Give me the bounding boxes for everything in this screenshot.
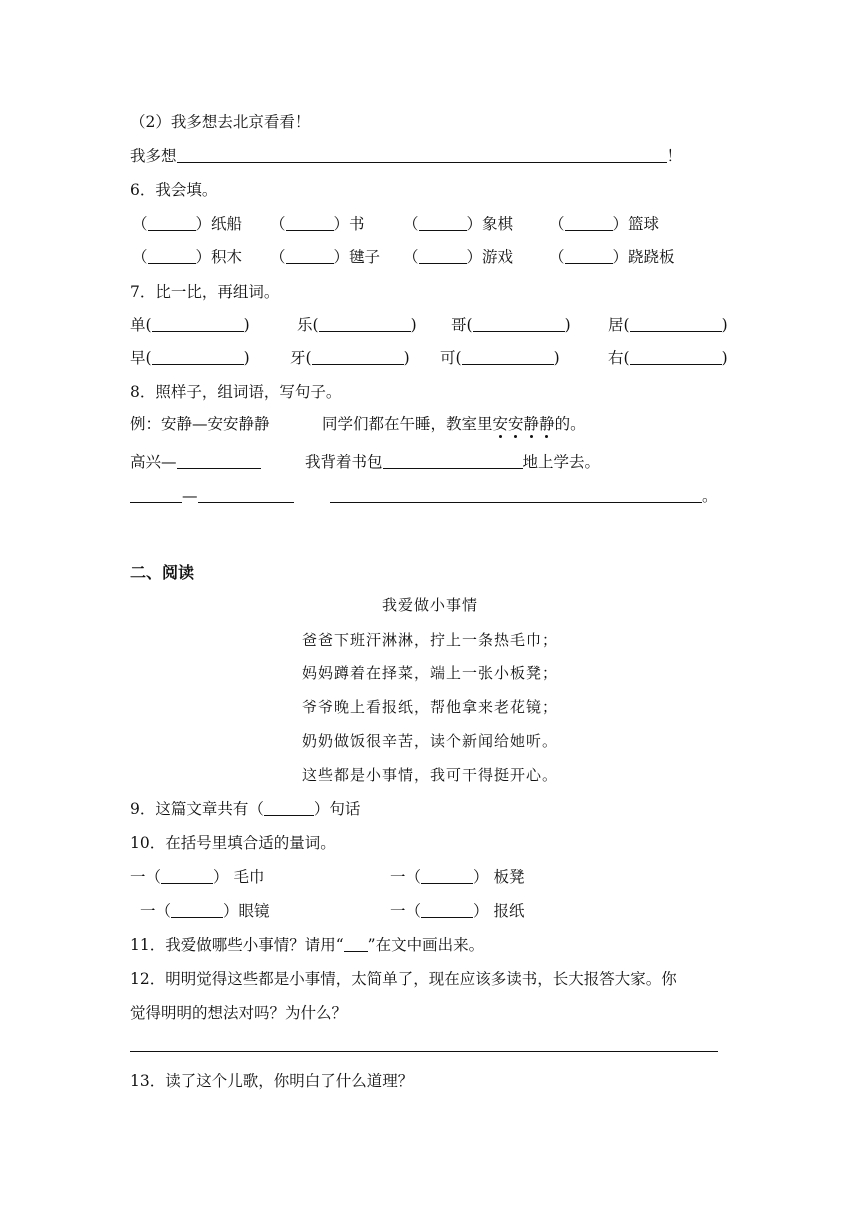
q8-period: 。 xyxy=(702,487,718,505)
q12-line2: 觉得明明的想法对吗？为什么？ xyxy=(130,1004,348,1022)
q10-noun: 毛巾 xyxy=(233,868,265,886)
q6-blank[interactable] xyxy=(148,247,196,264)
q8-dash: — xyxy=(182,487,198,505)
q6-word: 纸船 xyxy=(211,215,243,233)
q7-blank[interactable] xyxy=(630,315,722,332)
q7-r1-c1: 单( ) xyxy=(130,316,250,334)
q10-item xyxy=(390,867,524,887)
q9-post: ）句话 xyxy=(313,800,361,818)
emphasis-dot-char: 安 xyxy=(508,415,524,433)
q6-r2-c1: （ ）积木 xyxy=(132,248,243,266)
q6-r1-c4: （ ）篮球 xyxy=(549,215,660,233)
q6-blank[interactable] xyxy=(565,247,613,264)
q6-blank[interactable] xyxy=(419,247,467,264)
q8-own-word xyxy=(130,486,294,506)
q10-prefix: 一（ xyxy=(140,902,172,920)
q12-line1: 12．明明觉得这些都是小事情，太简单了，现在应该多读书，长大报答大家。你 xyxy=(130,970,677,988)
q7-char: 可 xyxy=(440,349,456,367)
section-heading: 二、阅读 xyxy=(130,563,195,582)
q10-blank[interactable] xyxy=(171,901,223,918)
q11-post: ”在文中画出来。 xyxy=(367,936,485,954)
q6-word: 象棋 xyxy=(482,215,514,233)
q6-word: 毽子 xyxy=(349,248,381,266)
q8-word-blank[interactable] xyxy=(177,452,261,469)
q7-char: 右 xyxy=(608,349,624,367)
q8-fill-pre: 我背着书包 xyxy=(305,453,383,471)
q10-noun: 眼镜 xyxy=(238,902,270,920)
q7-r2-c2: 牙( ) xyxy=(290,349,410,367)
emphasis-dot-char: 静 xyxy=(539,415,555,433)
q10-prefix: 一（ xyxy=(390,902,422,920)
q10-prefix: 一（ xyxy=(390,868,422,886)
q6-r1-c2: （ ）书 xyxy=(270,215,365,233)
q6-r2-c4: （ ）跷跷板 xyxy=(549,248,675,266)
poem-title: 我爱做小事情 xyxy=(381,596,478,614)
q7-blank[interactable] xyxy=(152,315,244,332)
q6-blank[interactable] xyxy=(565,214,613,231)
q10-close: ） xyxy=(473,902,489,920)
q10-blank[interactable] xyxy=(421,867,473,884)
q6-word: 书 xyxy=(349,215,365,233)
q8-sentence-blank[interactable] xyxy=(383,452,523,469)
q8-example-label: 例：安静—安安静静 xyxy=(130,415,270,433)
q6-word: 跷跷板 xyxy=(628,248,675,266)
q5-2-blank[interactable] xyxy=(177,146,667,163)
q6-word: 篮球 xyxy=(628,215,660,233)
poem-line: 这些都是小事情，我可干得挺开心。 xyxy=(301,766,558,784)
q10-noun: 板凳 xyxy=(493,868,525,886)
poem-line: 奶奶做饭很辛苦，读个新闻给她听。 xyxy=(301,732,558,750)
q10-prefix: 一（ xyxy=(130,868,162,886)
q11 xyxy=(130,935,484,955)
q7-char: 牙 xyxy=(290,349,306,367)
q8-own-sentence-blank[interactable] xyxy=(330,486,702,503)
q10-noun: 报纸 xyxy=(493,902,525,920)
q7-r1-c4: 居( ) xyxy=(608,316,728,334)
q7-char: 居 xyxy=(608,316,624,334)
q8-fill-word-label: 高兴— xyxy=(130,453,177,471)
q8-fill-word xyxy=(130,452,261,472)
q8-example-post: 的。 xyxy=(554,415,586,433)
q8-fill-post: 地上学去。 xyxy=(522,453,601,471)
q7-char: 早 xyxy=(130,349,146,367)
q6-word: 积木 xyxy=(211,248,243,266)
q7-char: 乐 xyxy=(297,316,313,334)
q5-2-prefix: 我多想 xyxy=(130,147,177,165)
q6-title: 6．我会填。 xyxy=(130,181,218,199)
q6-blank[interactable] xyxy=(286,247,334,264)
q6-blank[interactable] xyxy=(148,214,196,231)
q6-r2-c2: （ ）毽子 xyxy=(270,248,381,266)
q7-char: 单 xyxy=(130,316,146,334)
q10-item xyxy=(140,901,270,921)
q6-r1-c1: （ ）纸船 xyxy=(132,215,243,233)
underline-sample xyxy=(344,935,368,952)
q5-2-suffix: ！ xyxy=(666,147,683,165)
q10-blank[interactable] xyxy=(421,901,473,918)
q8-own-blank-b[interactable] xyxy=(198,486,294,503)
q10-close: ） xyxy=(223,902,239,920)
q5-2-answer-line xyxy=(130,146,682,166)
q7-r2-c3: 可( ) xyxy=(440,349,560,367)
q13: 13．读了这个儿歌，你明白了什么道理？ xyxy=(130,1072,414,1090)
poem-line: 爷爷晚上看报纸，帮他拿来老花镜； xyxy=(301,698,558,716)
q7-r2-c1: 早( ) xyxy=(130,349,250,367)
poem-line: 妈妈蹲着在择菜，端上一张小板凳； xyxy=(301,664,558,682)
q10-item xyxy=(130,867,264,887)
q10-close: ） xyxy=(213,868,229,886)
q7-char: 哥 xyxy=(451,316,467,334)
q9 xyxy=(130,799,360,819)
q10-blank[interactable] xyxy=(161,867,213,884)
q10-close: ） xyxy=(473,868,489,886)
q8-fill-sentence xyxy=(305,452,600,472)
q10-title: 10．在括号里填合适的量词。 xyxy=(130,834,336,852)
q8-own-sentence xyxy=(330,486,718,506)
q7-blank[interactable] xyxy=(312,348,404,365)
q9-blank[interactable] xyxy=(264,799,314,816)
q8-example-pre: 同学们都在午睡，教室里 xyxy=(322,415,493,433)
emphasis-dot-char: 安 xyxy=(492,415,509,433)
emphasis-dot-char: 静 xyxy=(523,415,540,433)
q6-blank[interactable] xyxy=(419,214,467,231)
q9-pre: 9．这篇文章共有（ xyxy=(130,800,264,818)
q10-item xyxy=(390,901,524,921)
q6-word: 游戏 xyxy=(482,248,514,266)
q7-blank[interactable] xyxy=(473,315,565,332)
q7-r1-c2: 乐( ) xyxy=(297,316,417,334)
q7-r2-c4: 右( ) xyxy=(608,349,728,367)
q7-r1-c3: 哥( ) xyxy=(451,316,571,334)
q7-blank[interactable] xyxy=(462,348,554,365)
q12-answer-blank[interactable] xyxy=(130,1035,718,1052)
q8-example-sentence xyxy=(322,414,586,434)
q8-own-blank-a[interactable] xyxy=(130,486,182,503)
q8-title: 8．照样子，组词语，写句子。 xyxy=(130,383,342,401)
q7-title: 7．比一比，再组词。 xyxy=(130,283,280,301)
q6-blank[interactable] xyxy=(286,214,334,231)
q6-r2-c3: （ ）游戏 xyxy=(403,248,514,266)
q6-r1-c3: （ ）象棋 xyxy=(403,215,514,233)
q5-2-prompt: （2）我多想去北京看看！ xyxy=(130,113,311,131)
q7-blank[interactable] xyxy=(152,348,244,365)
q7-blank[interactable] xyxy=(630,348,722,365)
poem-line: 爸爸下班汗淋淋，拧上一条热毛巾； xyxy=(301,631,558,649)
q12-answer-line xyxy=(130,1035,718,1055)
q7-blank[interactable] xyxy=(319,315,411,332)
q11-pre: 11．我爱做哪些小事情？请用“ xyxy=(130,936,344,954)
